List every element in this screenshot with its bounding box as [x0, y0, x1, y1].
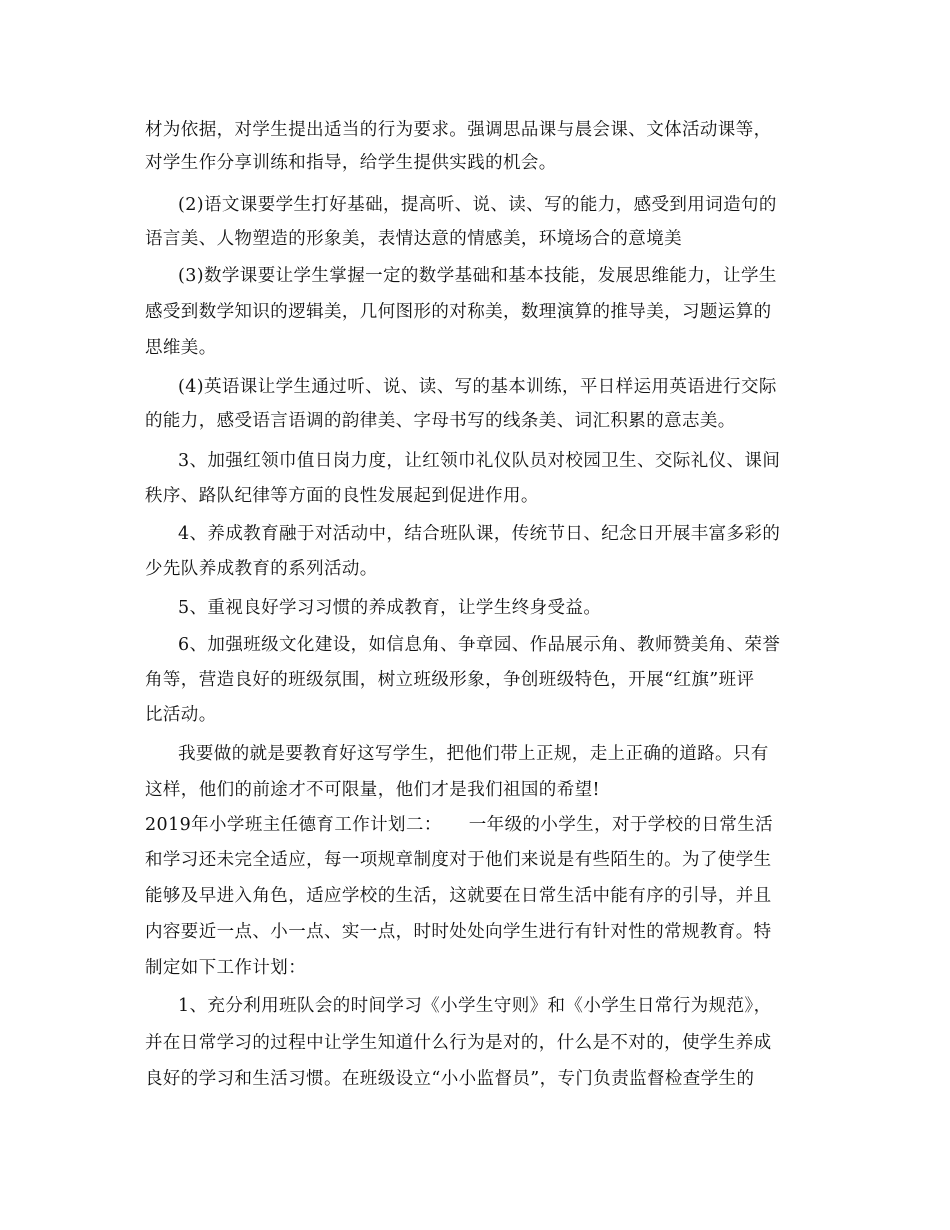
text-line: 2019年小学班主任德育工作计划二： 一年级的小学生，对于学校的日常生活 [145, 815, 774, 835]
text-line: 内容要近一点、小一点、实一点，时时处处向学生进行有针对性的常规教育。特 [145, 922, 772, 942]
text-line: 我要做的就是要教育好这写学生，把他们带上正规，走上正确的道路。只有 [178, 744, 769, 764]
text-line: 4、养成教育融于对活动中，结合班队课，传统节日、纪念日开展丰富多彩的 [178, 524, 781, 544]
text-line: 角等，营造良好的班级氛围，树立班级形象，争创班级特色，开展“红旗”班评 [145, 670, 755, 690]
text-line: (3)数学课要让学生掌握一定的数学基础和基本技能，发展思维能力，让学生 [178, 266, 777, 286]
text-line: 1、充分利用班队会的时间学习《小学生守则》和《小学生日常行为规范》， [178, 996, 772, 1016]
text-line: 材为依据，对学生提出适当的行为要求。强调思品课与晨会课、文体活动课等， [145, 120, 772, 140]
text-line: 能够及早进入角色，适应学校的生活，这就要在日常生活中能有序的引导，并且 [145, 886, 772, 906]
text-line: 6、加强班级文化建设，如信息角、争章园、作品展示角、教师赞美角、荣誉 [178, 635, 781, 655]
text-line: 这样，他们的前途才不可限量，他们才是我们祖国的希望! [145, 780, 600, 800]
text-line: (4)英语课让学生通过听、说、读、写的基本训练，平日样运用英语进行交际 [178, 377, 777, 397]
text-line: 秩序、路队纪律等方面的良性发展起到促进作用。 [145, 486, 539, 506]
text-line: 感受到数学知识的逻辑美，几何图形的对称美，数理演算的推导美，习题运算的 [145, 302, 772, 322]
text-line: 比活动。 [145, 705, 217, 725]
text-line: 5、重视良好学习习惯的养成教育，让学生终身受益。 [178, 598, 602, 618]
text-line: 语言美、人物塑造的形象美，表情达意的情感美，环境场合的意境美 [145, 229, 682, 249]
text-line: 对学生作分享训练和指导，给学生提供实践的机会。 [145, 153, 557, 173]
text-line: 并在日常学习的过程中让学生知道什么行为是对的，什么是不对的，使学生养成 [145, 1033, 772, 1053]
text-line: 和学习还未完全适应，每一项规章制度对于他们来说是有些陌生的。为了使学生 [145, 850, 772, 870]
text-line: 的能力，感受语言语调的韵律美、字母书写的线条美、词汇积累的意志美。 [145, 411, 736, 431]
text-line: 少先队养成教育的系列活动。 [145, 559, 378, 579]
text-line: 思维美。 [145, 338, 217, 358]
text-line: 制定如下工作计划： [145, 958, 307, 978]
text-line: 良好的学习和生活习惯。在班级设立“小小监督员”，专门负责监督检查学生的 [145, 1069, 755, 1089]
text-line: 3、加强红领巾值日岗力度，让红领巾礼仪队员对校园卫生、交际礼仪、课间 [178, 451, 781, 471]
text-line: (2)语文课要学生打好基础，提高听、说、读、写的能力，感受到用词造句的 [178, 195, 777, 215]
